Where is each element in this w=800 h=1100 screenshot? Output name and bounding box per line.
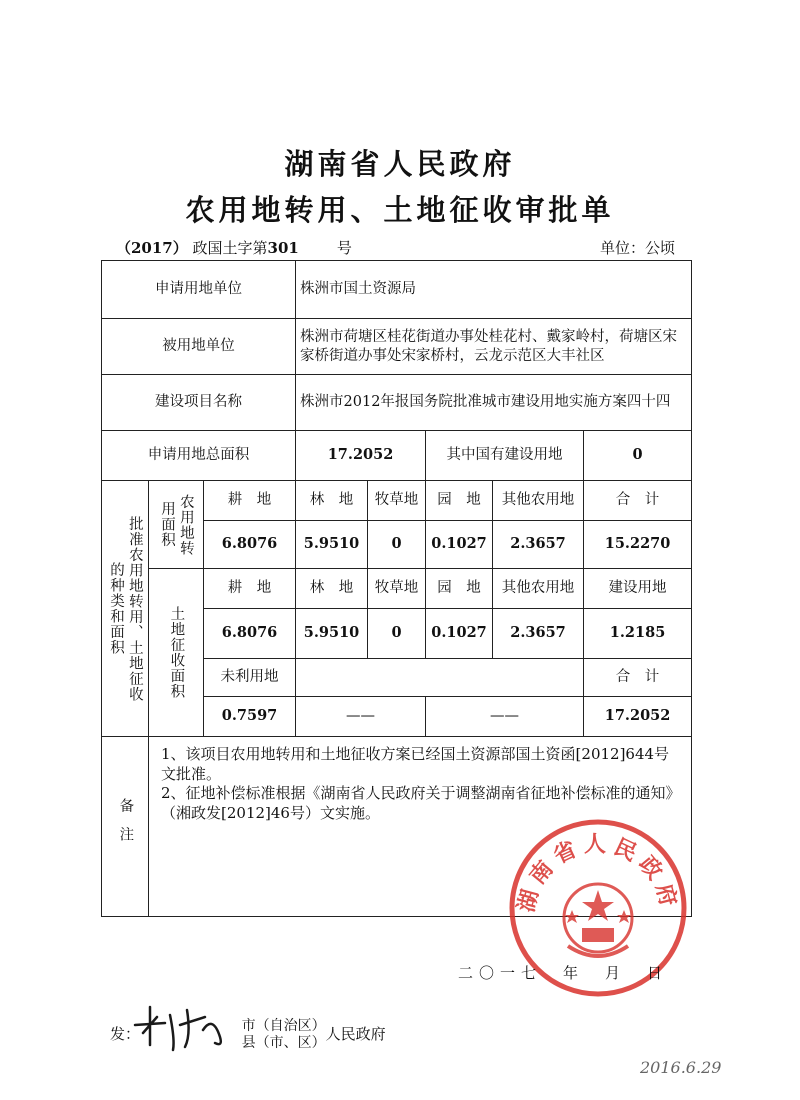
- expropriation-header-3: 园 地: [426, 569, 493, 609]
- unused-total-value: 17.2052: [584, 697, 692, 737]
- conversion-header-4: 其他农用地: [493, 481, 584, 521]
- remark-line-2: 2、征地补偿标准根据《湖南省人民政府关于调整湖南省征地补偿标准的通知》（湘政发[2012]46号）文实施。: [161, 784, 681, 822]
- expropriation-value-1: 5.9510: [296, 609, 368, 659]
- send-suffix: 人民政府: [325, 1025, 386, 1043]
- state-land-label: 其中国有建设用地: [426, 431, 584, 481]
- land-owner-value: 株洲市荷塘区桂花街道办事处桂花村、戴家岭村，荷塘区宋家桥街道办事处宋家桥村，云龙示范区大丰社区: [296, 319, 692, 375]
- project-label: 建设项目名称: [102, 375, 296, 431]
- conversion-value-2: 0: [368, 521, 426, 569]
- unused-dash-2: ——: [426, 697, 584, 737]
- conversion-value-0: 6.8076: [204, 521, 296, 569]
- remarks-label: 备注: [102, 737, 149, 917]
- project-value: 株洲市2012年报国务院批准城市建设用地实施方案四十四: [296, 375, 692, 431]
- conversion-value-3: 0.1027: [426, 521, 493, 569]
- unit-label: 单位：公顷: [600, 239, 676, 257]
- state-land-value: 0: [584, 431, 692, 481]
- expropriation-value-3: 0.1027: [426, 609, 493, 659]
- expropriation-header-1: 林 地: [296, 569, 368, 609]
- expropriation-label: 土地征收面积: [149, 569, 204, 737]
- issue-date: 二〇一七 年 月 日: [458, 964, 669, 982]
- seal-text: 湖南省人民政府: [514, 832, 682, 915]
- expropriation-value-5: 1.2185: [584, 609, 692, 659]
- land-owner-label: 被用地单位: [102, 319, 296, 375]
- unused-blank: [296, 659, 584, 697]
- title-line-2: 农用地转用、土地征收审批单: [185, 193, 615, 227]
- handwritten-date: 2016.6.29: [640, 1058, 722, 1077]
- applicant-value: 株洲市国土资源局: [296, 261, 692, 319]
- doc-year: （2017）: [116, 239, 188, 257]
- doc-number-value: 301: [267, 239, 299, 257]
- conversion-header-2: 牧草地: [368, 481, 426, 521]
- distribution-line: [110, 1018, 386, 1052]
- doc-suffix: 号: [336, 239, 352, 257]
- remark-line-1: 1、该项目农用地转用和土地征收方案已经国土资源部国土资函[2012]644号文批准。: [161, 745, 670, 783]
- total-area-value: 17.2052: [296, 431, 426, 481]
- approval-side-label: 批准农用地转用、土地征收的种类和面积: [102, 481, 149, 737]
- conversion-header-5: 合 计: [584, 481, 692, 521]
- conversion-value-5: 15.2270: [584, 521, 692, 569]
- conversion-label: 农用地转用面积: [149, 481, 204, 569]
- expropriation-header-5: 建设用地: [584, 569, 692, 609]
- send-city: 市（自治区）: [241, 1018, 326, 1034]
- unused-total-label: 合 计: [584, 659, 692, 697]
- document-number: [116, 237, 352, 258]
- conversion-header-1: 林 地: [296, 481, 368, 521]
- conversion-value-1: 5.9510: [296, 521, 368, 569]
- conversion-header-3: 园 地: [426, 481, 493, 521]
- total-area-label: 申请用地总面积: [102, 431, 296, 481]
- unused-label: 未利用地: [204, 659, 296, 697]
- send-prefix: 发：: [110, 1025, 141, 1043]
- applicant-label: 申请用地单位: [102, 261, 296, 319]
- expropriation-header-0: 耕 地: [204, 569, 296, 609]
- unused-dash-1: ——: [296, 697, 426, 737]
- doc-prefix: 政国土字第: [192, 239, 268, 257]
- expropriation-header-4: 其他农用地: [493, 569, 584, 609]
- conversion-value-4: 2.3657: [493, 521, 584, 569]
- national-emblem-icon: [564, 884, 632, 956]
- title-line-1: 湖南省人民政府: [284, 147, 516, 181]
- expropriation-value-4: 2.3657: [493, 609, 584, 659]
- unused-value: 0.7597: [204, 697, 296, 737]
- expropriation-header-2: 牧草地: [368, 569, 426, 609]
- send-county: 县（市、区）: [241, 1035, 326, 1051]
- expropriation-value-0: 6.8076: [204, 609, 296, 659]
- expropriation-value-2: 0: [368, 609, 426, 659]
- conversion-header-0: 耕 地: [204, 481, 296, 521]
